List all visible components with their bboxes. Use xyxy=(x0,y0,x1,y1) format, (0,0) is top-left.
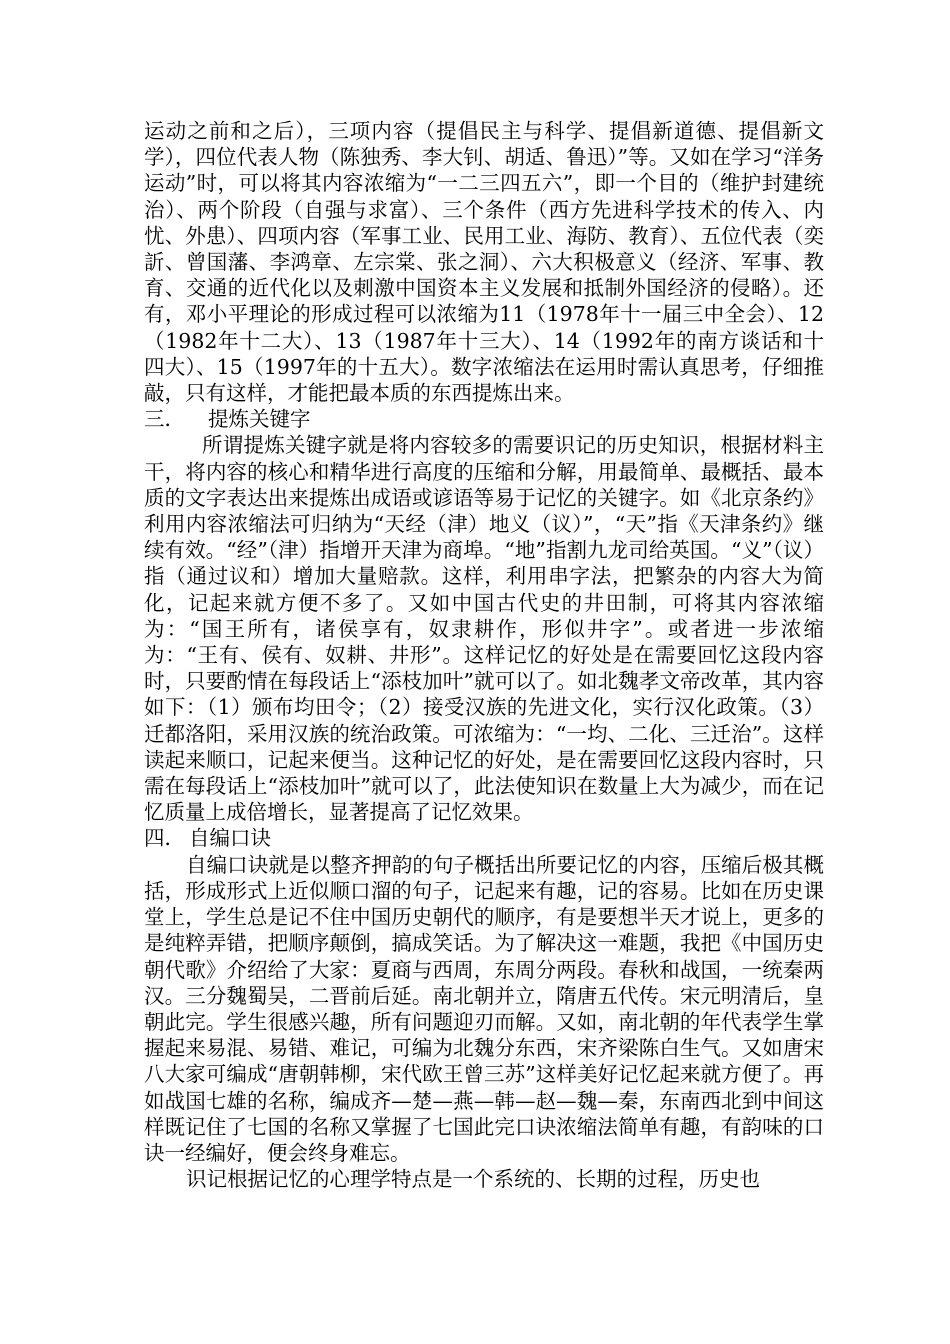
paragraph-mnemonics: 自编口诀就是以整齐押韵的句子概括出所要记忆的内容，压缩后极其概括，形成形式上近似顺口溜的句子，记起来有趣，记的容易。比如在历史课堂上，学生总是记不住中国历史朝代的顺序，有是要想半天才说上，更多的是纯粹弄错，把顺序颠倒，搞成笑话。为了解决这一难题，我把《中国历史朝代歌》介绍给了大家：夏商与西周，东周分两段。春秋和战国，一统秦两汉。三分魏蜀吴，二晋前后延。南北朝并立，隋唐五代传。宋元明清后，皇朝此完。学生很感兴趣，所有问题迎刃而解。又如，南北朝的年代表学生掌握起来易混、易错、难记，可编为北魏分东西，宋齐梁陈白生气。又如唐宋八大家可编成“唐朝韩柳，宋代欧王曾三苏”这样美好记忆起来就方便了。再如战国七雄的名称，编成齐—楚—燕—韩—赵—魏—秦，东南西北到中间这样既记住了七国的名称又掌握了七国此完口诀浓缩法简单有趣，有韵味的口诀一经编好，便会终身难忘。 xyxy=(144,852,824,1165)
document-page xyxy=(144,118,824,1192)
paragraph-closing: 识记根据记忆的心理学特点是一个系统的、长期的过程，历史也 xyxy=(186,1167,760,1192)
section-number: 三． xyxy=(144,407,185,432)
paragraph-digit-condensation: 运动之前和之后），三项内容（提倡民主与科学、提倡新道德、提倡新文学），四位代表人物（陈独秀、李大钊、胡适、鲁迅）”等。又如在学习“洋务运动”时，可以将其内容浓缩为“一二三四五六”，即一个目的（维护封建统治）、两个阶段（自强与求富）、三个条件（西方先进科学技术的传入、内忧、外患）、四项内容（军事工业、民用工业、海防、教育）、五位代表（奕訢、曾国藩、李鸿章、左宗棠、张之洞）、六大积极意义（经济、军事、教育、交通的近代化以及刺激中国资本主义发展和抵制外国经济的侵略）。还有，邓小平理论的形成过程可以浓缩为11（1978年十一届三中全会）、12（1982年十二大）、13（1987年十三大）、14（1992年的南方谈话和十四大）、15（1997年的十五大）。数字浓缩法在运用时需认真思考，仔细推敲，只有这样，才能把最本质的东西提炼出来。 xyxy=(144,119,824,406)
section-title: 自编口诀 xyxy=(189,826,271,851)
section-title: 提炼关键字 xyxy=(208,407,311,432)
section-number: 四． xyxy=(144,826,185,851)
section-heading-keywords xyxy=(144,406,824,432)
section-heading-mnemonics xyxy=(144,825,824,851)
paragraph-keywords: 所谓提炼关键字就是将内容较多的需要识记的历史知识，根据材料主干，将内容的核心和精华进行高度的压缩和分解，用最简单、最概括、最本质的文字表达出来提炼出成语或谚语等易于记忆的关键字。如《北京条约》利用内容浓缩法可归纳为“天经（津）地义（议）”，“天”指《天津条约》继续有效。“经”（津）指增开天津为商埠。“地”指割九龙司给英国。“义”（议）指（通过议和）增加大量赔款。这样，利用串字法，把繁杂的内容大为简化，记起来就方便不多了。又如中国古代史的井田制，可将其内容浓缩为：“国王所有，诸侯享有，奴隶耕作，形似井字”。或者进一步浓缩为：“王有、侯有、奴耕、井形”。这样记忆的好处是在需要回忆这段内容时，只要酌情在每段话上“添枝加叶”就可以了。如北魏孝文帝改革，其内容如下：（1）颁布均田令；（2）接受汉族的先进文化，实行汉化政策。（3）迁都洛阳，采用汉族的统治政策。可浓缩为：“一均、二化、三迁治”。这样读起来顺口，记起来便当。这种记忆的好处，是在需要回忆这段内容时，只需在每段话上“添枝加叶”就可以了，此法使知识在数量上大为减少，而在记忆质量上成倍增长，显著提高了记忆效果。 xyxy=(144,433,824,825)
